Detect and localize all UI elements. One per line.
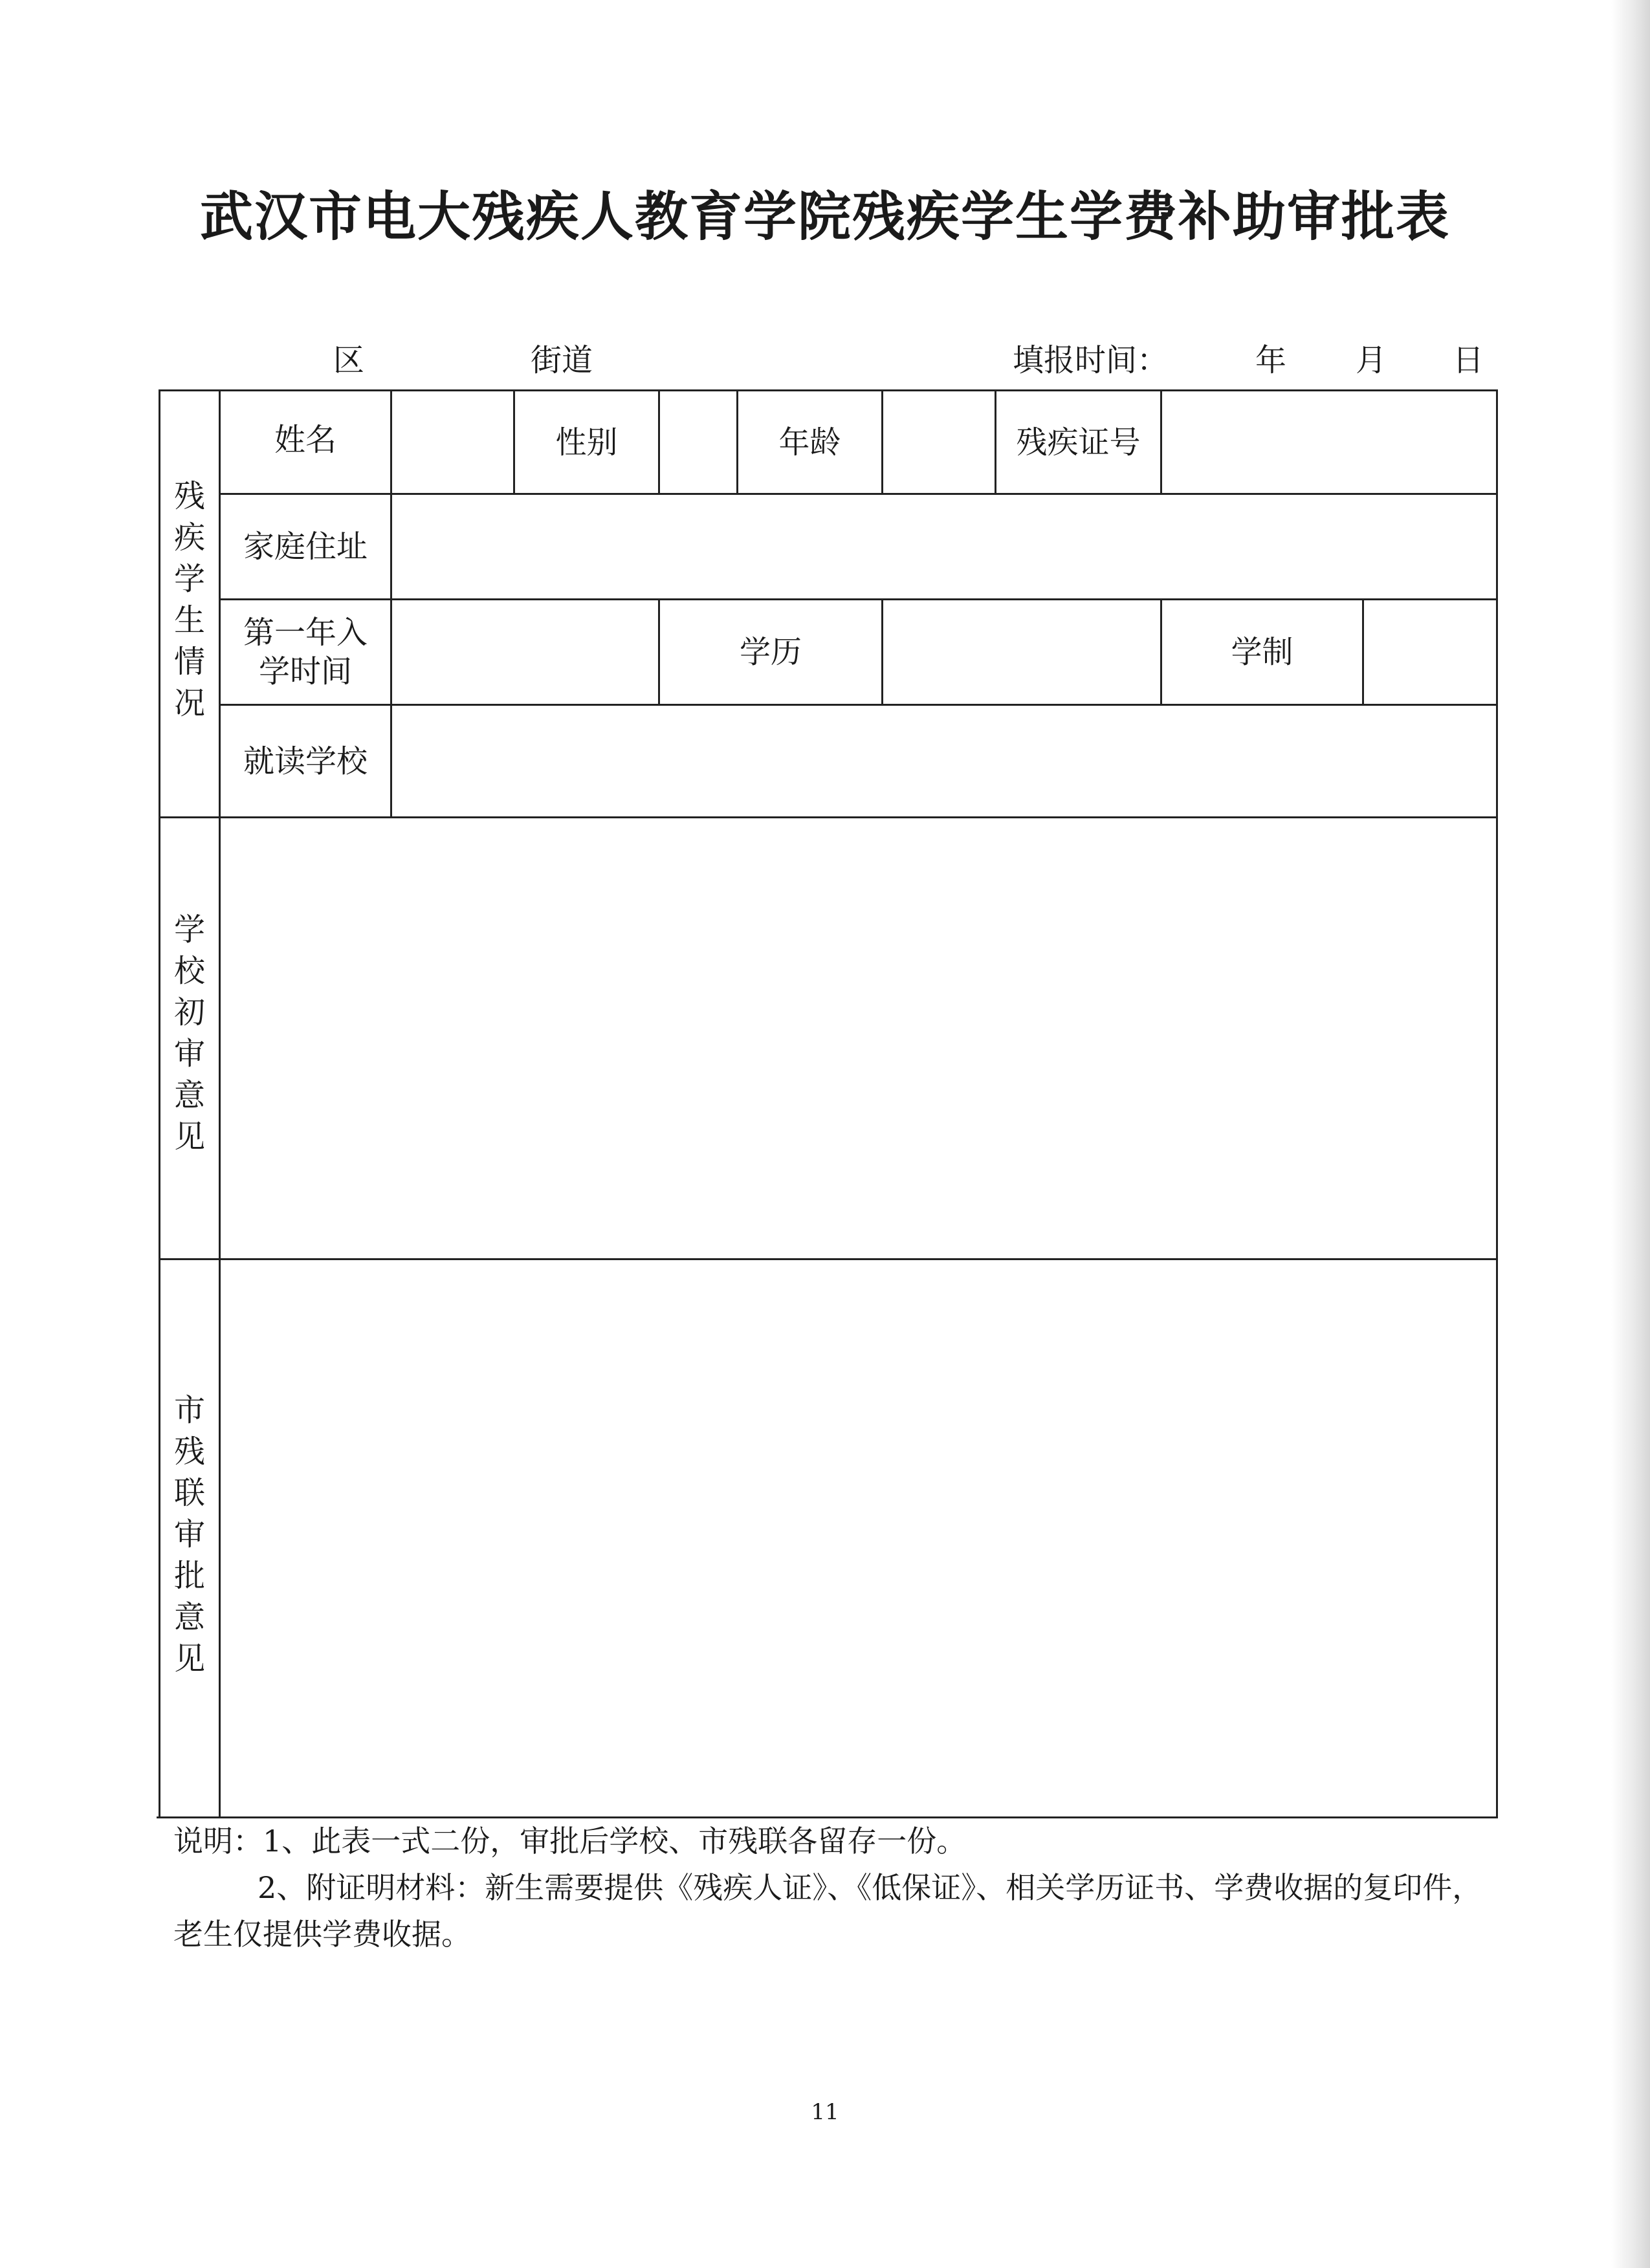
home-address-label: 家庭住址: [243, 529, 368, 565]
name-label: 姓名: [274, 422, 336, 458]
note-line-1: 说明：1、此表一式二份，审批后学校、市残联各留存一份。: [173, 1824, 967, 1859]
notes: [173, 1818, 1487, 1957]
gender-label: 性别: [555, 424, 618, 461]
section-school-review: [164, 909, 215, 1157]
age-value[interactable]: [883, 391, 995, 493]
fill-time-label: 填报时间：: [1013, 342, 1169, 378]
disability-id-value[interactable]: [1162, 391, 1496, 493]
education-value[interactable]: [883, 600, 1160, 704]
district-label: 区: [333, 342, 365, 378]
year-label: 年: [1255, 342, 1287, 378]
education-label: 学历: [739, 634, 802, 670]
school-label: 就读学校: [243, 743, 368, 780]
note-line-2: 2、附证明材料：新生需要提供《残疾人证》、《低保证》、相关学历证书、学费收据的复印件，老生仅提供学费收据。: [173, 1870, 1482, 1952]
section-student-info-text: 残疾学生情况: [174, 478, 206, 721]
first-year-enroll-text: 第一年入学时间: [243, 615, 368, 690]
form-border-right: [1496, 389, 1498, 1818]
month-label: 月: [1356, 342, 1387, 378]
street-label: 街道: [531, 342, 593, 378]
disability-id-label: 残疾证号: [1016, 424, 1141, 461]
section-city-approval: [164, 1390, 215, 1679]
age-label: 年龄: [778, 424, 841, 461]
day-label: 日: [1453, 342, 1484, 378]
gender-value[interactable]: [660, 391, 736, 493]
page-number: 11: [811, 2099, 839, 2125]
name-value[interactable]: [392, 391, 513, 493]
schooling-length-value[interactable]: [1364, 600, 1496, 704]
page-title: 武汉市电大残疾人教育学院残疾学生学费补助审批表: [199, 186, 1450, 248]
school-value[interactable]: [392, 706, 1496, 816]
school-review-area[interactable]: [221, 818, 1496, 1258]
first-year-enroll-label: [221, 600, 390, 704]
first-year-enroll-value[interactable]: [392, 600, 658, 704]
city-approval-area[interactable]: [221, 1260, 1496, 1816]
home-address-value[interactable]: [392, 495, 1496, 598]
form-border-left: [159, 389, 160, 1818]
schooling-length-label: 学制: [1231, 634, 1293, 670]
section-school-review-text: 学校初审意见: [174, 911, 206, 1155]
section-student-info: [164, 475, 215, 724]
section-city-approval-text: 市残联审批意见: [174, 1392, 206, 1677]
